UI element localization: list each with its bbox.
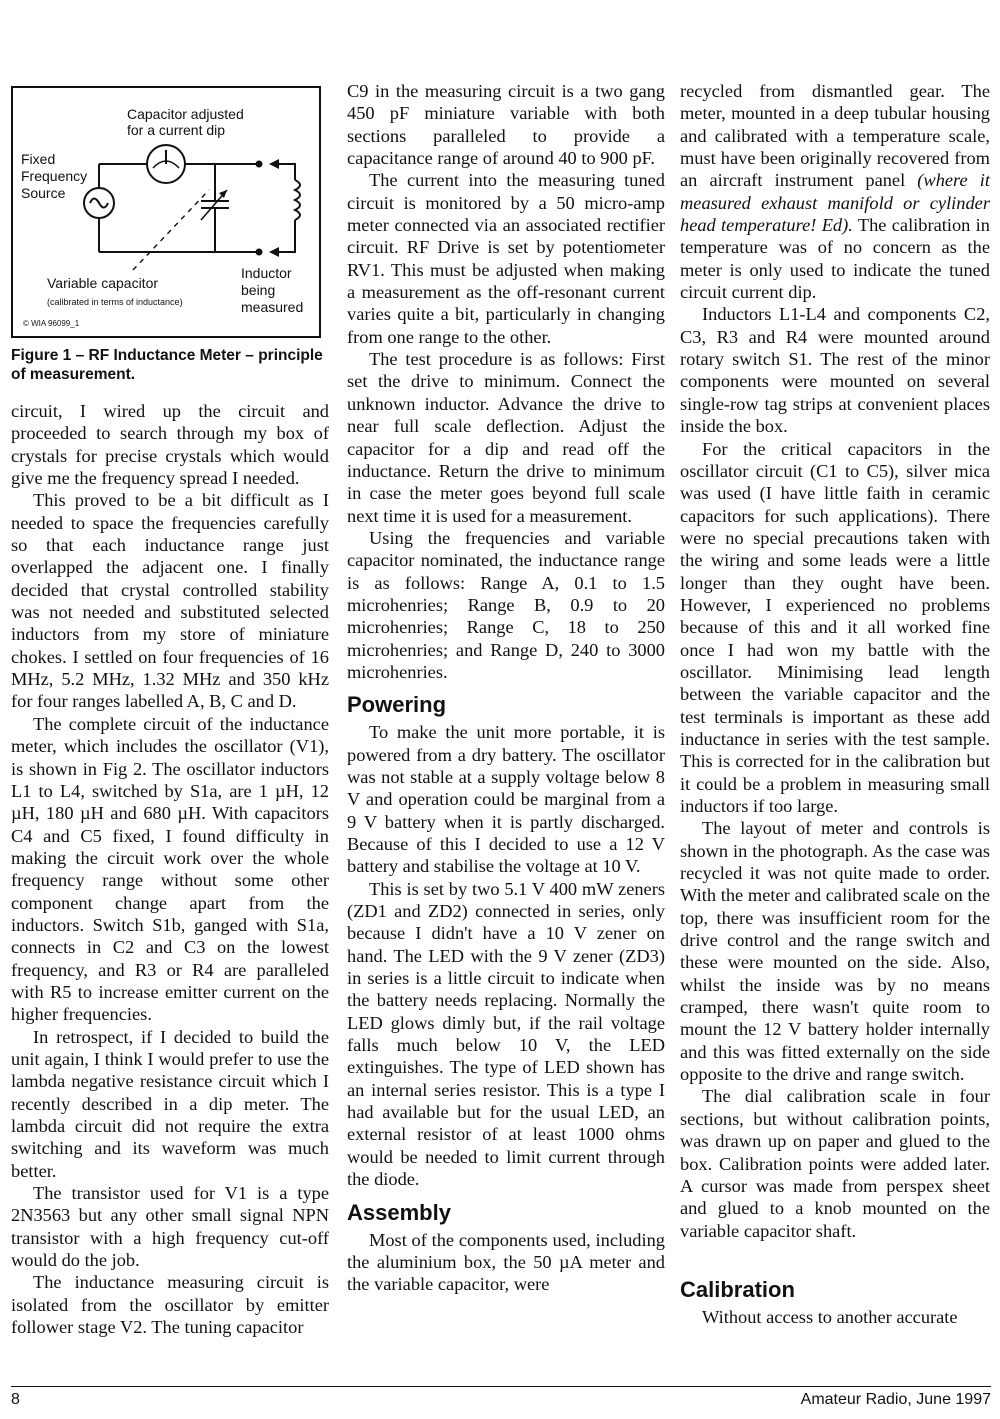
paragraph: The transistor used for V1 is a type 2N3563 but any other small signal NPN transistor with a high frequency cut-off would do the job. bbox=[11, 1183, 329, 1271]
page-number: 8 bbox=[11, 1391, 20, 1408]
paragraph: Without access to another accurate bbox=[702, 1306, 958, 1327]
paragraph: The current into the measuring tuned circuit is monitored by a 50 micro-amp meter connected via an associated rectifier circuit. RF Drive is set by potentiometer RV1. This must be adjusted when making a measurement as the off-resonant current varies quite a bit, particularly in changing from one range to the other. bbox=[347, 170, 665, 347]
inductor-icon bbox=[273, 164, 300, 252]
circuit-diagram bbox=[13, 88, 319, 336]
label-inductor: Inductor bbox=[241, 265, 292, 281]
label-fixed: Fixed bbox=[21, 151, 56, 167]
section-heading-calibration: Calibration bbox=[680, 1276, 795, 1302]
label-calibrated: (calibrated in terms of inductance) bbox=[47, 297, 183, 307]
footer-rule bbox=[11, 1386, 991, 1387]
paragraph bbox=[680, 80, 990, 303]
paragraph: This proved to be a bit difficult as I needed to space the frequencies carefully so that each inductance range just overlapped the adjacent one. I finally decided that crystal controlled stability was not needed and substituted selected inductors from my store of miniature chokes. I settled on four frequencies of 16 MHz, 5.2 MHz, 1.32 MHz and 350 kHz for four ranges labelled A, B, C and D. bbox=[11, 490, 329, 712]
figure-1-diagram bbox=[11, 86, 321, 338]
paragraph: circuit, I wired up the circuit and proceeded to search through my box of crystals for precise crystals which would give me the frequency spread I needed. bbox=[11, 401, 329, 489]
column-3 bbox=[680, 80, 990, 1328]
column-1 bbox=[11, 400, 329, 1338]
editor-note: (where it measured exhaust manifold or cylinder head temperature! Ed). bbox=[680, 170, 990, 236]
label-current-dip: for a current dip bbox=[127, 122, 226, 138]
section-heading-assembly: Assembly bbox=[347, 1199, 451, 1225]
inductor-lead-bottom-arrow bbox=[269, 247, 279, 257]
label-variable-capacitor: Variable capacitor bbox=[47, 275, 159, 291]
paragraph: C9 in the measuring circuit is a two gang 450 pF miniature variable with both sections paralleled to provide a capacitance range of around 40 to 900 pF. bbox=[347, 81, 665, 169]
paragraph: This is set by two 5.1 V 400 mW zeners (ZD1 and ZD2) connected in series, only because I didn't have a 10 V zener on hand. The LED with the 9 V zener (ZD3) in series is a little circuit to indicate when the battery needs replacing. Normally the LED glows dimly but, if the rail voltage falls much below 10 V, the LED extinguishes. The type of LED shown has an internal series resistor. This is a type I had available but for the usual LED, an external resistor of at least 1000 ohms would be needed to limit current through the diode. bbox=[347, 878, 665, 1190]
terminal-top bbox=[256, 161, 263, 168]
paragraph: The complete circuit of the inductance meter, which includes the oscillator (V1), is shown in Fig 2. The oscillator inductors L1 to L4, switched by S1a, are 1 µH, 12 µH, 180 µH and 680 µH. With capacitors C4 and C5 fixed, I found difficulty in making the circuit work over the whole frequency range without some other component change apart from the inductors. Switch S1b, ganged with S1a, connects in C2 and C3 on the lowest frequency, and R3 or R4 are paralleled with R5 to increase emitter current on the higher frequencies. bbox=[11, 713, 329, 1025]
label-measured: measured bbox=[241, 299, 304, 315]
figure-caption: Figure 1 – RF Inductance Meter – principle of measurement. bbox=[11, 347, 323, 383]
label-capacitor-adjusted: Capacitor adjusted bbox=[127, 106, 244, 122]
label-being: being bbox=[241, 282, 276, 298]
paragraph: The layout of meter and controls is shown in the photograph. As the case was recycled it was not quite made to order. With the meter and calibrated scale on the top, there was insufficient room for the drive control and the range switch and these were mounted on the side. Also, whilst the inside was by no means cramped, there wasn't quite room to mount the 12 V battery holder internally and this was fitted externally on the side opposite to the drive and range switch. bbox=[680, 818, 990, 1085]
paragraph: Most of the components used, including the aluminium box, the 50 µA meter and the variable capacitor, were bbox=[347, 1229, 665, 1295]
paragraph: For the critical capacitors in the oscillator circuit (C1 to C5), silver mica was used (I have little faith in ceramic capacitors for such applications). There were no special precautions taken with the wiring and some leads were a little longer than they ought have been. However, I experienced no problems because of this and it all worked fine once I had won my battle with the oscillator. Minimising lead length between the variable capacitor and the test terminals is important as these add inductance in series with the test sample. This is corrected for in the calibration but it could be a problem in measuring small inductors if too large. bbox=[680, 438, 990, 816]
text-run: The calibration in temperature was of no concern as the meter is only used to indicate the tuned circuit current dip. bbox=[680, 215, 990, 303]
paragraph: In retrospect, if I decided to build the unit again, I think I would prefer to use the lambda negative resistance circuit which I recently described in a dip meter. The lambda circuit did not require the extra switching and its waveform was much better. bbox=[11, 1026, 329, 1181]
label-frequency: Frequency bbox=[21, 168, 88, 184]
inductor-lead-top-arrow bbox=[269, 159, 279, 169]
paragraph: The inductance measuring circuit is isolated from the oscillator by emitter follower stage V2. The tuning capacitor bbox=[11, 1272, 329, 1338]
paragraph: The test procedure is as follows: First set the drive to minimum. Connect the unknown inductor. Advance the drive to near full scale deflection. Adjust the capacitor for a dip and read off the inductance. Return the drive to minimum in case the meter goes beyond full scale next time it is used for a measurement. bbox=[347, 349, 665, 526]
paragraph: Using the frequencies and variable capacitor nominated, the inductance range is as follows: Range A, 0.1 to 1.5 microhenries; Range B, 0.9 to 20 microhenries; Range C, 18 to 250 microhenries; and Range D, 240 to 3000 microhenries. bbox=[347, 527, 665, 682]
paragraph: Inductors L1-L4 and components C2, C3, R3 and R4 were mounted around rotary switch S1. The rest of the minor components were mounted on several single-row tag strips at convenient places inside the box. bbox=[680, 304, 990, 437]
figure-copyright: © WIA 96099_1 bbox=[23, 319, 80, 328]
column-2 bbox=[347, 80, 665, 1296]
section-heading-powering: Powering bbox=[347, 692, 447, 718]
label-source: Source bbox=[21, 185, 66, 201]
text-run: recycled from dismantled gear. The meter, mounted in a deep tubular housing and calibrated with a temperature scale, must have been originally recovered from an aircraft instrument panel bbox=[680, 81, 990, 191]
paragraph: To make the unit more portable, it is powered from a dry battery. The oscillator was not stable at a supply voltage below 8 V and operation could be marginal from a 9 V battery when it is partly discharged. Because of this I decided to use a 12 V battery and stabilise the voltage at 10 V. bbox=[347, 722, 665, 877]
terminal-bottom bbox=[256, 249, 263, 256]
dashed-leader bbox=[133, 190, 209, 270]
paragraph: The dial calibration scale in four sections, but without calibration points, was drawn up on paper and glued to the box. Calibration points were added later. A cursor was made from perspex sheet and glued to a knob mounted on the variable capacitor shaft. bbox=[680, 1086, 990, 1241]
journal-title: Amateur Radio, June 1997 bbox=[800, 1391, 991, 1408]
